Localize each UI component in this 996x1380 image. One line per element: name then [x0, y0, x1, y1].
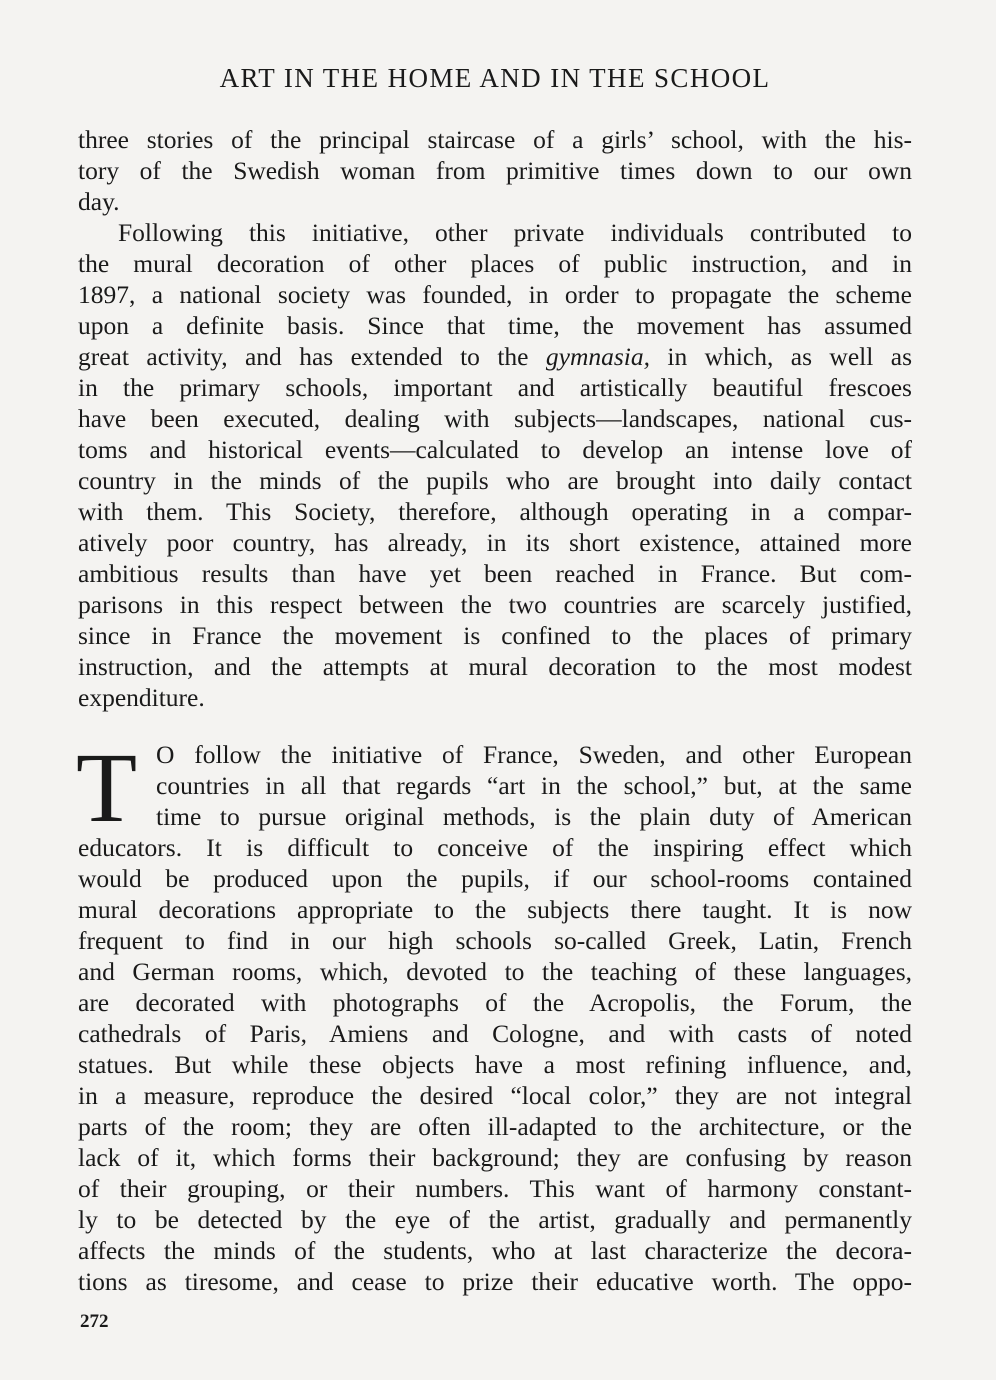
- paragraph-3-line-18: tions as tiresome, and cease to prize their educative worth. The oppo-: [78, 1267, 912, 1296]
- italic-term-gymnasia: gymnasia,: [545, 342, 651, 371]
- paragraph-3-line-13: parts of the room; they are often ill-adapted to the architecture, or the: [78, 1112, 912, 1141]
- paragraph-2-line-11: atively poor country, has already, in its short existence, attained more: [78, 528, 912, 557]
- paragraph-3-line-17: affects the minds of the students, who at last characterize the decora-: [78, 1236, 912, 1265]
- paragraph-2-line-10: with them. This Society, therefore, although operating in a compar-: [78, 497, 912, 526]
- paragraph-3-line-1: O follow the initiative of France, Sweden, and other European: [156, 740, 912, 769]
- paragraph-1-line-3: day.: [78, 187, 120, 216]
- paragraph-3-line-8: and German rooms, which, devoted to the teaching of these languages,: [78, 957, 912, 986]
- paragraph-3-line-12: in a measure, reproduce the desired “local color,” they are not integral: [78, 1081, 912, 1110]
- paragraph-2-line-5: [78, 341, 912, 372]
- paragraph-3-line-4: educators. It is difficult to conceive of the inspiring effect which: [78, 833, 912, 862]
- paragraph-3-line-11: statues. But while these objects have a most refining influence, and,: [78, 1050, 912, 1079]
- line-5-text-after: in which, as well as: [650, 342, 912, 371]
- paragraph-2-line-3: 1897, a national society was founded, in order to propagate the scheme: [78, 280, 912, 309]
- paragraph-1-line-1: three stories of the principal staircase of a girls’ school, with the his-: [78, 125, 912, 154]
- paragraph-3-line-2: countries in all that regards “art in the school,” but, at the same: [156, 771, 912, 800]
- paragraph-2-line-13: parisons in this respect between the two countries are scarcely justified,: [78, 590, 912, 619]
- paragraph-3-line-14: lack of it, which forms their background; they are confusing by reason: [78, 1143, 912, 1172]
- paragraph-2-line-14: since in France the movement is confined to the places of primary: [78, 621, 912, 650]
- paragraph-2-line-7: have been executed, dealing with subjects—landscapes, national cus-: [78, 404, 912, 433]
- paragraph-2-line-4: upon a definite basis. Since that time, the movement has assumed: [78, 311, 912, 340]
- line-5-text-before: great activity, and has extended to the: [78, 342, 546, 371]
- paragraph-2-line-15: instruction, and the attempts at mural decoration to the most modest: [78, 652, 912, 681]
- paragraph-3-line-9: are decorated with photographs of the Acropolis, the Forum, the: [78, 988, 912, 1017]
- paragraph-2-line-9: country in the minds of the pupils who are brought into daily contact: [78, 466, 912, 495]
- paragraph-3-line-3: time to pursue original methods, is the plain duty of American: [156, 802, 912, 831]
- paragraph-3-line-15: of their grouping, or their numbers. This want of harmony constant-: [78, 1174, 912, 1203]
- paragraph-2-line-1: Following this initiative, other private individuals contributed to: [118, 218, 912, 247]
- paragraph-3-line-5: would be produced upon the pupils, if our school-rooms contained: [78, 864, 912, 893]
- paragraph-3-line-10: cathedrals of Paris, Amiens and Cologne, and with casts of noted: [78, 1019, 912, 1048]
- paragraph-3-line-16: ly to be detected by the eye of the artist, gradually and permanently: [78, 1205, 912, 1234]
- paragraph-1-line-2: tory of the Swedish woman from primitive times down to our own: [78, 156, 912, 185]
- paragraph-2-line-12: ambitious results than have yet been reached in France. But com-: [78, 559, 912, 588]
- paragraph-2-line-2: the mural decoration of other places of public instruction, and in: [78, 249, 912, 278]
- paragraph-2-line-8: toms and historical events—calculated to develop an intense love of: [78, 435, 912, 464]
- paragraph-3-line-6: mural decorations appropriate to the subjects there taught. It is now: [78, 895, 912, 924]
- running-head: ART IN THE HOME AND IN THE SCHOOL: [219, 63, 771, 93]
- paragraph-3-line-7: frequent to find in our high schools so-called Greek, Latin, French: [78, 926, 912, 955]
- drop-cap: T: [76, 732, 138, 843]
- page-number: 272: [80, 1311, 109, 1332]
- paragraph-2-line-6: in the primary schools, important and artistically beautiful frescoes: [78, 373, 912, 402]
- paragraph-2-line-16: expenditure.: [78, 683, 205, 712]
